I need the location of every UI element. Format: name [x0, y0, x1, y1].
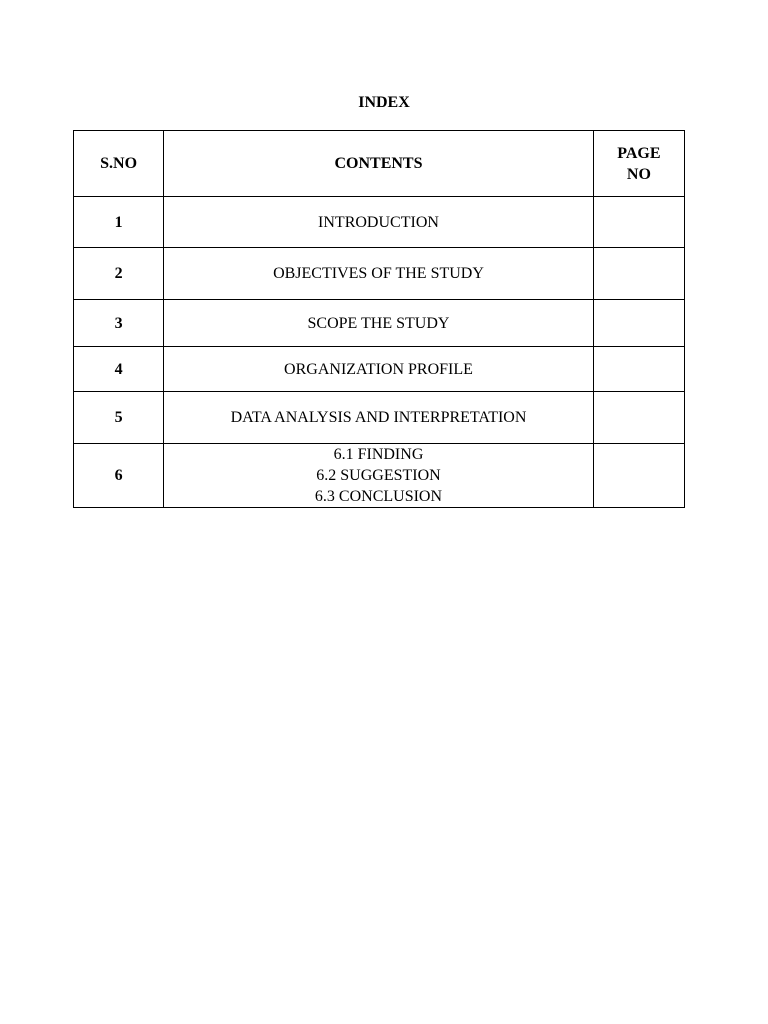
sub-item-suggestion: 6.2 SUGGESTION: [316, 467, 441, 484]
row-page-no: [593, 197, 684, 248]
row-sno: 1: [74, 197, 164, 248]
sub-item-conclusion: 6.3 CONCLUSION: [314, 488, 443, 505]
table-row: [74, 197, 685, 248]
table-row: [74, 300, 685, 347]
header-page-no: [593, 131, 684, 197]
sub-item-finding: 6.1 FINDING: [333, 446, 424, 463]
row-contents: OBJECTIVES OF THE STUDY: [164, 248, 594, 300]
row-sno: 3: [74, 300, 164, 347]
row-sno: 6: [74, 444, 164, 508]
row-contents: ORGANIZATION PROFILE: [164, 347, 594, 392]
row-contents: DATA ANALYSIS AND INTERPRETATION: [164, 392, 594, 444]
row-contents: SCOPE THE STUDY: [164, 300, 594, 347]
row-page-no: [593, 347, 684, 392]
row-page-no: [593, 248, 684, 300]
page-title: INDEX: [358, 94, 410, 111]
row-page-no: [593, 444, 684, 508]
index-table: [73, 130, 685, 508]
header-contents: CONTENTS: [164, 131, 594, 197]
table-row: [74, 347, 685, 392]
header-page-line1: PAGE: [617, 144, 661, 162]
table-row: [74, 392, 685, 444]
row-sno: 2: [74, 248, 164, 300]
table-row: [74, 444, 685, 508]
table-header-row: [74, 131, 685, 197]
row-sno: 4: [74, 347, 164, 392]
row-contents-multiline: [164, 444, 594, 508]
table-row: [74, 248, 685, 300]
header-sno: S.NO: [74, 131, 164, 197]
header-page-line2: NO: [626, 165, 651, 183]
row-page-no: [593, 300, 684, 347]
row-sno: 5: [74, 392, 164, 444]
row-page-no: [593, 392, 684, 444]
row-contents: INTRODUCTION: [164, 197, 594, 248]
